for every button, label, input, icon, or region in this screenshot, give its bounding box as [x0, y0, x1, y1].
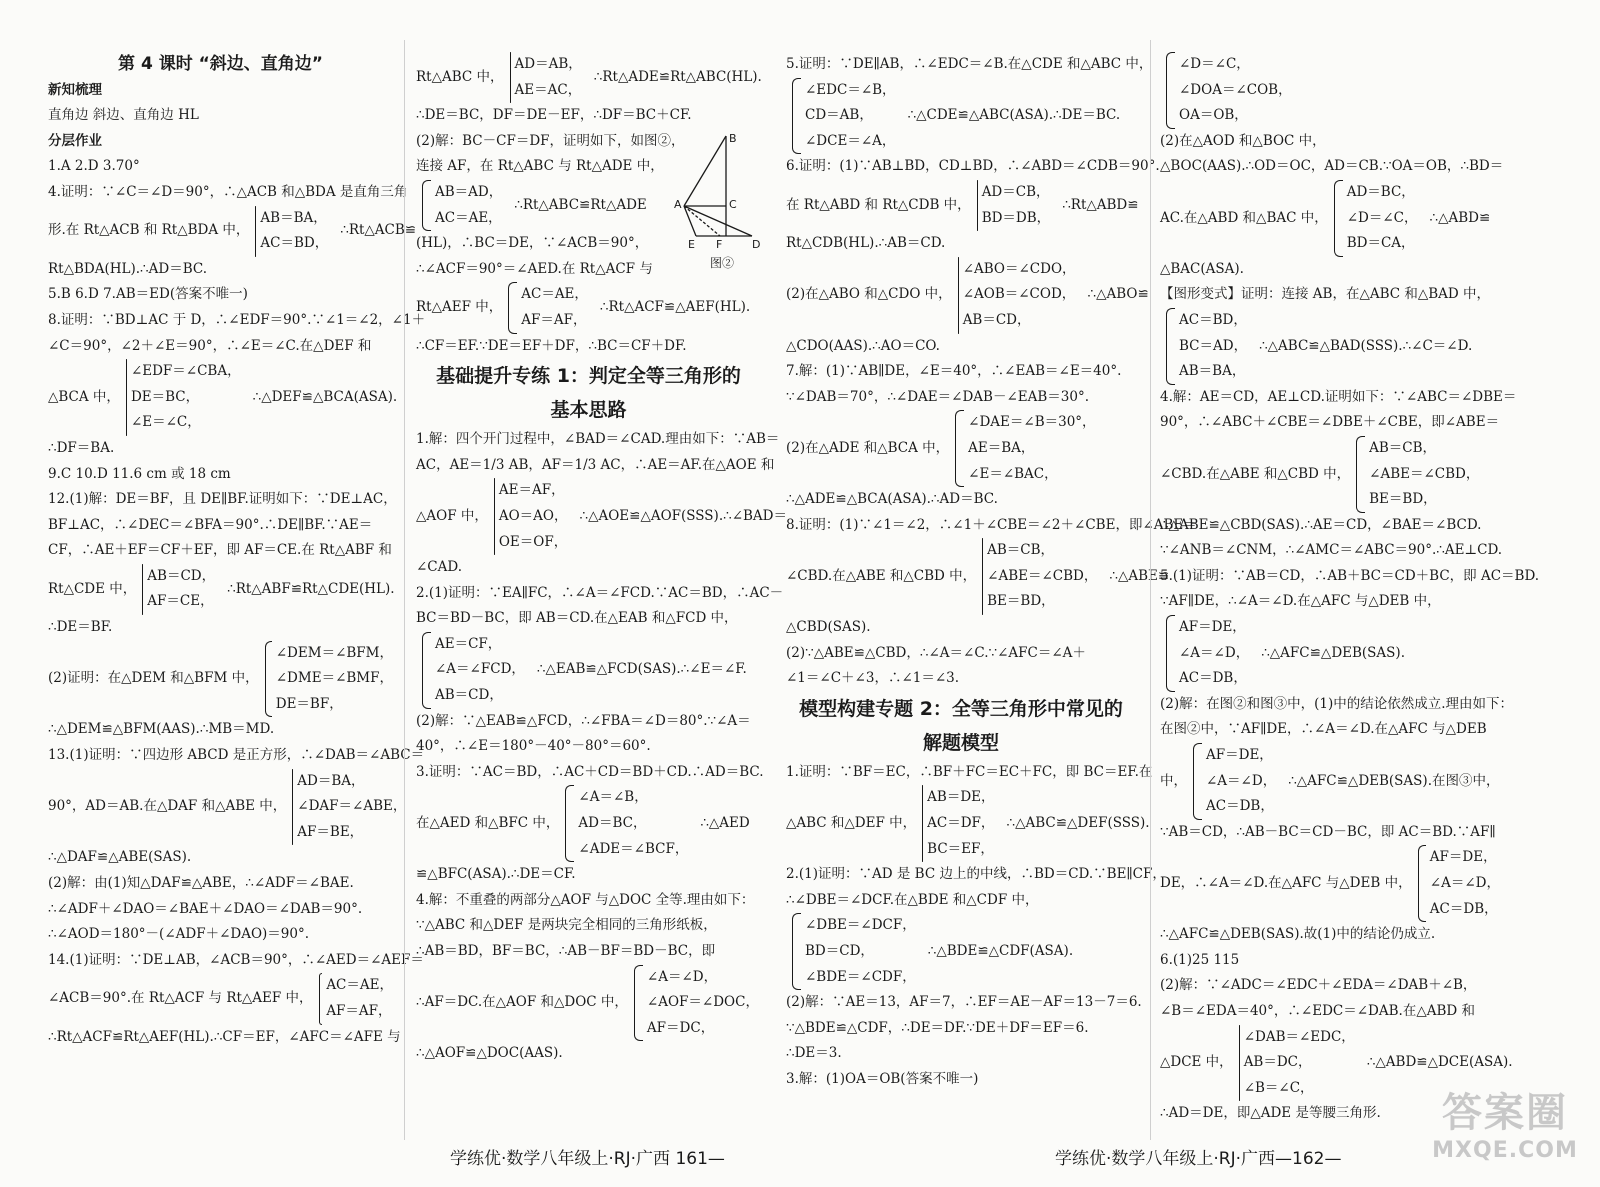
- system-condition: BC＝AD，: [1179, 337, 1248, 354]
- text-line: CF，∴AE＋EF＝CF＋EF，即 AF＝CE.在 Rt△ABF 和: [48, 542, 392, 559]
- system-conclusion: ∴△ABC≌△DEF(SSS).: [1006, 815, 1150, 832]
- system-conditions: [499, 478, 568, 555]
- equation-system: [48, 206, 417, 257]
- equation-system: [416, 478, 788, 555]
- system-conclusion: ∴△AFC≌△DEB(SAS).: [1261, 644, 1405, 661]
- text-line: ∠C＝90°，∠2＋∠E＝90°，∴∠E＝∠C.在△DEF 和: [48, 337, 372, 354]
- system-condition: BD＝DB，: [981, 209, 1051, 226]
- system-condition: AB＝AD，: [435, 183, 503, 200]
- system-condition: AC＝BD，: [1179, 311, 1247, 328]
- system-condition: AB＝DE，: [927, 789, 995, 806]
- fig-label-f: F: [716, 238, 723, 251]
- figure-caption: 图②: [710, 256, 735, 270]
- system-conditions: [927, 785, 994, 862]
- text-line: 连接 AF，在 Rt△ABC 与 Rt△ADE 中，: [416, 158, 664, 175]
- text-line: 4.解：AE＝CD，AE⊥CD.证明如下：∵∠ABC＝∠DBE＝: [1160, 388, 1517, 405]
- text-line: 13.(1)证明：∵四边形 ABCD 是正方形，∴∠DAB＝∠ABC＝: [48, 747, 425, 764]
- left-brace: [422, 632, 431, 709]
- text-line: ∴△AOF≌△DOC(AAS).: [416, 1045, 563, 1062]
- left-brace: [792, 78, 801, 155]
- system-conclusion: ∴Rt△ADE≌Rt△ABC(HL).: [593, 68, 762, 85]
- text-line: 1.证明：∵BF＝EC，∴BF＋FC＝EC＋FC，即 BC＝EF.在: [786, 763, 1153, 780]
- left-brace: [634, 965, 643, 1042]
- system-conditions: [326, 973, 393, 1024]
- subsection-label: 分层作业: [48, 132, 102, 149]
- system-condition: AB＝CD，: [435, 687, 503, 704]
- section-title: 基本思路: [550, 399, 627, 422]
- system-conclusion: ∴△BDE≌△CDF(ASA).: [927, 943, 1074, 959]
- text-line: ∴△DAF≌△ABE(SAS).: [48, 849, 192, 866]
- system-conditions: [987, 538, 1097, 615]
- footer-left: 学练优·数学八年级上·RJ·广西 161—: [450, 1149, 725, 1169]
- system-conditions: [260, 206, 328, 257]
- text-line: ∠1＝∠C＋∠3，∴∠1＝∠3.: [786, 670, 960, 687]
- equation-system: [786, 78, 1136, 155]
- system-lead-text: AC.在△ABD 和△BAC 中，: [1160, 209, 1328, 226]
- left-brace: [255, 206, 256, 257]
- left-brace: [142, 564, 143, 615]
- text-line: 40°，∴∠E＝180°－40°－80°＝60°.: [416, 738, 651, 755]
- system-conditions: [131, 359, 241, 436]
- text-line: ∵△ABC 和△DEF 是两块完全相同的三角形纸板，: [416, 917, 717, 934]
- system-lead-text: ∠CBD.在△ABE 和△CBD 中，: [786, 567, 977, 584]
- text-line: BC＝BD－BC，即 AB＝CD.在△EAB 和△FCD 中，: [416, 610, 738, 627]
- text-line: ∴DE＝BF.: [48, 619, 113, 636]
- left-brace: [494, 478, 495, 555]
- system-conditions: [805, 78, 896, 155]
- system-condition: AC＝DF，: [927, 815, 995, 832]
- text-line: (2)解：由(1)知△DAF≌△ABE，∴∠ADF＝∠BAE.: [48, 875, 354, 891]
- system-condition: BE＝BD，: [1369, 491, 1437, 508]
- left-brace: [977, 180, 978, 231]
- system-lead-text: 形.在 Rt△ACB 和 Rt△BDA 中，: [48, 222, 250, 239]
- system-conclusion: ∴Rt△ABF≌Rt△CDE(HL).: [227, 580, 395, 597]
- system-conditions: [1244, 1025, 1355, 1102]
- system-condition: BC＝EF，: [927, 840, 994, 857]
- system-condition: ∠DCE＝∠A，: [805, 132, 896, 149]
- text-line: 2.(1)证明：∵AD 是 BC 边上的中线，∴BD＝CD.∵BE∥CF，: [786, 866, 1166, 883]
- system-condition: AF＝DE，: [1206, 747, 1273, 764]
- system-condition: ∠DAF＝∠ABE，: [297, 798, 407, 815]
- system-conclusion: ∴Rt△ABD≌: [1062, 196, 1139, 213]
- text-line: △BOC(AAS).∴OD＝OC，AD＝CB.∵OA＝OB，∴BD＝: [1160, 158, 1504, 175]
- fig-label-e: E: [688, 238, 695, 251]
- system-condition: AD＝CB，: [981, 183, 1050, 200]
- text-line: ∴AD＝DE，即△ADE 是等腰三角形.: [1160, 1105, 1381, 1122]
- left-brace: [510, 52, 511, 103]
- text-line: 1.A 2.D 3.70°: [48, 158, 140, 175]
- system-lead-text: 90°，AD＝AB.在△DAF 和△ABE 中，: [48, 798, 287, 815]
- system-condition: AD＝BC，: [1346, 183, 1415, 200]
- left-brace: [1166, 615, 1175, 692]
- system-condition: AB＝CD，: [147, 567, 216, 584]
- system-condition: AF＝DE，: [1429, 849, 1497, 866]
- system-condition: AB＝CD，: [962, 311, 1031, 328]
- text-line: △CDO(AAS).∴AO＝CO.: [786, 337, 940, 354]
- text-line: 14.(1)证明：∵DE⊥AB，∠ACB＝90°，∴∠AED＝∠AEF＝: [48, 951, 424, 968]
- system-condition: AD＝BA，: [297, 772, 365, 789]
- fig-label-c: C: [729, 198, 737, 211]
- system-lead-text: △BCA 中，: [48, 388, 120, 405]
- left-brace: [958, 257, 959, 334]
- text-line: 8.证明：(1)∵∠1＝∠2，∴∠1＋∠CBE＝∠2＋∠CBE，即∠ABE＝: [786, 516, 1197, 533]
- system-condition: AB＝DC，: [1243, 1054, 1312, 1071]
- left-brace: [922, 785, 923, 862]
- text-line: ∠CAD.: [416, 559, 463, 576]
- system-condition: AB＝BA，: [1179, 363, 1246, 380]
- system-condition: AE＝AC，: [514, 81, 582, 98]
- system-condition: AB＝BA，: [260, 209, 327, 226]
- text-line: Rt△BDA(HL).∴AD＝BC.: [48, 260, 208, 277]
- equation-system: [1160, 615, 1500, 692]
- system-conditions: [1179, 308, 1247, 385]
- system-lead-text: (2)在△ABO 和△CDO 中，: [786, 286, 952, 303]
- section-title: 第 4 课时 “斜边、直角边”: [118, 54, 323, 74]
- system-lead-text: DE，∴∠A＝∠D.在△AFC 与△DEB 中，: [1160, 875, 1412, 891]
- system-condition: ∠DOA＝∠COB，: [1179, 81, 1292, 98]
- system-condition: AF＝AF，: [326, 1002, 392, 1019]
- text-line: 5.证明：∵DE∥AB，∴∠EDC＝∠B.在△CDE 和△ABC 中，: [786, 56, 1153, 72]
- system-conclusion: ∴△ABE≌: [1109, 567, 1170, 584]
- equation-system: [48, 641, 393, 718]
- text-line: ∵∠DAB＝70°，∴∠DAE＝∠DAB－∠EAB＝30°.: [786, 388, 1090, 405]
- text-line: 6.(1)25 115: [1160, 951, 1240, 968]
- text-line: (2)解：在图②和图③中，(1)中的结论依然成立.理由如下：: [1160, 695, 1514, 712]
- left-brace: [126, 359, 127, 436]
- system-condition: ∠ADE＝∠BCF，: [578, 840, 689, 857]
- system-conditions: [1179, 615, 1249, 692]
- system-condition: OE＝OF，: [498, 533, 568, 550]
- system-conditions: [297, 769, 406, 846]
- system-lead-text: △AOF 中，: [416, 507, 488, 524]
- system-condition: ∠EDC＝∠B，: [805, 81, 896, 98]
- text-line: Rt△CDB(HL).∴AB＝CD.: [786, 235, 946, 252]
- system-condition: ∠D＝∠C，: [1179, 56, 1250, 72]
- system-conclusion: ∴Rt△ACB≌: [340, 222, 417, 239]
- left-brace: [508, 282, 517, 333]
- system-lead-text: 中，: [1160, 772, 1187, 789]
- system-conditions: [578, 785, 688, 862]
- system-lead-text: (2)在△ADE 和△BCA 中，: [786, 439, 950, 456]
- system-conditions: [147, 564, 215, 615]
- equation-system: [786, 180, 1139, 231]
- text-line: ∴△DEM≌△BFM(AAS).∴MB＝MD.: [48, 721, 275, 738]
- text-line: 1.解：四个开门过程中，∠BAD＝∠CAD.理由如下：∵AB＝: [416, 431, 780, 448]
- text-line: ∴DE＝3.: [786, 1045, 842, 1062]
- system-condition: AC＝DB，: [1429, 900, 1498, 917]
- system-conditions: [435, 632, 525, 709]
- equation-system: [48, 359, 398, 436]
- system-condition: AE＝BA，: [968, 439, 1035, 456]
- text-line: 5.B 6.D 7.AB＝ED(答案不唯一): [48, 286, 248, 303]
- section-title: 模型构建专题 2：全等三角形中常见的: [799, 697, 1123, 720]
- text-line: ∴DE＝BC，DF＝DE－EF，∴DF＝BC＋CF.: [416, 107, 692, 124]
- system-lead-text: △ABC 和△DEF 中，: [786, 815, 917, 832]
- text-line: ∵AF∥DE，∴∠A＝∠D.在△AFC 与△DEB 中，: [1160, 593, 1441, 610]
- system-condition: AF＝DC，: [646, 1019, 715, 1036]
- system-condition: ∠E＝∠BAC，: [968, 465, 1058, 482]
- system-condition: DE＝BC，: [130, 388, 200, 405]
- system-condition: AE＝CF，: [435, 635, 502, 652]
- text-line: (2)在△AOD 和△BOC 中，: [1160, 132, 1326, 149]
- equation-system: [786, 410, 1136, 487]
- system-conditions: [968, 410, 1095, 487]
- system-condition: ∠ABE＝∠CBD，: [987, 567, 1098, 584]
- system-condition: ∠D＝∠C，: [1346, 209, 1418, 226]
- system-conclusion: ∴△CDE≌△ABC(ASA).∴DE＝BC.: [907, 107, 1121, 124]
- system-condition: AF＝BE，: [297, 823, 364, 840]
- system-condition: BD＝CD，: [805, 943, 874, 959]
- text-line: 6.证明：(1)∵AB⊥BD，CD⊥BD，∴∠ABD＝∠CDB＝90°.: [786, 158, 1160, 175]
- system-condition: ∠AOF＝∠DOC，: [646, 994, 759, 1011]
- left-brace: [1193, 743, 1202, 820]
- left-brace: [1334, 180, 1343, 257]
- system-condition: AC＝AE，: [435, 209, 502, 226]
- system-condition: AB＝CB，: [1369, 439, 1437, 456]
- text-line: 3.证明：∵AC＝BD，∴AC＋CD＝BD＋CD.∴AD＝BC.: [416, 763, 764, 780]
- system-conditions: [805, 913, 916, 990]
- system-condition: ∠E＝∠C，: [130, 414, 201, 431]
- system-condition: ∠ABO＝∠CDO，: [962, 260, 1076, 277]
- system-condition: AC＝AE，: [326, 977, 393, 994]
- system-conditions: [647, 965, 759, 1042]
- section-title: 基础提升专练 1：判定全等三角形的: [436, 365, 741, 388]
- system-conclusion: ∴Rt△ABC≌Rt△ADE: [514, 196, 647, 213]
- system-condition: ∠A＝∠B，: [578, 789, 648, 806]
- system-condition: ∠DAE＝∠B＝30°，: [968, 414, 1096, 431]
- system-conclusion: ∴△EAB≌△FCD(SAS).∴∠E＝∠F.: [536, 661, 747, 678]
- equation-system: [416, 632, 761, 709]
- text-line: 5.(1)证明：∵AB＝CD，∴AB＋BC＝CD＋BC，即 AC＝BD.: [1160, 567, 1540, 584]
- system-condition: AC＝DB，: [1179, 670, 1247, 687]
- system-condition: ∠DBE＝∠DCF，: [805, 917, 916, 934]
- left-brace: [1239, 1025, 1240, 1102]
- text-line: 在图②中，∵AF∥DE，∴∠A＝∠D.在△AFC 与△DEB: [1160, 721, 1487, 738]
- system-lead-text: 在△AED 和△BFC 中，: [416, 815, 560, 832]
- left-brace: [265, 641, 272, 718]
- geometry-figure-2: [672, 128, 768, 252]
- system-condition: AF＝AF，: [521, 311, 587, 328]
- text-line: 12.(1)解：DE＝BF，且 DE∥BF.证明如下：∵DE⊥AC，: [48, 491, 397, 508]
- text-line: (2)解：∵AE＝13，AF＝7，∴EF＝AE－AF＝13－7＝6.: [786, 994, 1142, 1011]
- system-conditions: [1179, 52, 1292, 129]
- text-line: 8.证明：∵BD⊥AC 于 D，∴∠EDF＝90°.∵∠1＝∠2，∠1＋: [48, 311, 426, 328]
- system-lead-text: Rt△AEF 中，: [416, 299, 503, 316]
- fig-label-d: D: [752, 238, 761, 251]
- equation-system: [1160, 52, 1500, 129]
- system-condition: ∠DME＝∠BMF，: [275, 670, 393, 687]
- left-brace: [1418, 845, 1426, 922]
- equation-system: [1160, 308, 1500, 385]
- system-condition: ∠ABE＝∠CBD，: [1369, 465, 1480, 482]
- text-line: △BAC(ASA).: [1160, 260, 1244, 277]
- system-condition: ∠A＝∠D，: [1206, 772, 1277, 789]
- equation-system: [786, 538, 1170, 615]
- text-line: ≌△BFC(ASA).∴DE＝CF.: [416, 866, 576, 883]
- subsection-label: 新知梳理: [48, 81, 102, 98]
- text-line: 90°，∴∠ABC＋∠CBE＝∠DBE＋∠CBE，即∠ABE＝: [1160, 414, 1500, 431]
- text-line: (2)解：BC－CF＝DF，证明如下，如图②，: [416, 132, 685, 149]
- system-condition: AD＝AB，: [514, 56, 582, 72]
- system-condition: ∠DAB＝∠EDC，: [1243, 1028, 1355, 1045]
- system-lead-text: 在 Rt△ABD 和 Rt△CDB 中，: [786, 196, 971, 213]
- text-line: ∴∠ADF＋∠DAO＝∠BAE＋∠DAO＝∠DAB＝90°.: [48, 900, 363, 917]
- system-condition: ∠EDF＝∠CBA，: [130, 363, 241, 380]
- system-conditions: [515, 52, 582, 103]
- system-condition: AE＝AF，: [498, 482, 565, 499]
- text-line: ∴DF＝BA.: [48, 439, 115, 456]
- system-condition: ∠A＝∠D，: [1179, 644, 1250, 661]
- system-lead-text: ∠ACB＝90°.在 Rt△ACF 与 Rt△AEF 中，: [48, 990, 313, 1007]
- system-conclusion: ∴△ABD≌: [1429, 209, 1491, 226]
- footer-right: 学练优·数学八年级上·RJ·广西—162—: [1055, 1149, 1342, 1169]
- equation-system: [1160, 845, 1500, 922]
- text-line: 直角边 斜边、直角边 HL: [48, 107, 199, 124]
- text-line: (2)解：∵△EAB≌△FCD，∴∠FBA＝∠D＝80°.∵∠A＝: [416, 712, 751, 729]
- text-line: ∴∠DBE＝∠DCF.在△BDE 和△CDF 中，: [786, 891, 1039, 908]
- system-condition: ∠DEM＝∠BFM，: [275, 644, 393, 661]
- system-conclusion: ∴△ABC≌△BAD(SSS).∴∠C＝∠D.: [1259, 337, 1473, 354]
- system-lead-text: Rt△ABC 中，: [416, 68, 504, 85]
- equation-system: [1160, 436, 1500, 513]
- system-conditions: [1347, 180, 1418, 257]
- system-conditions: [963, 257, 1076, 334]
- system-conditions: [276, 641, 393, 718]
- system-conclusion: ∴△AOE≌△AOF(SSS).∴∠BAD＝: [579, 507, 788, 524]
- text-line: 4.解：不重叠的两部分△AOF 与△DOC 全等.理由如下：: [416, 891, 755, 908]
- left-brace: [422, 180, 431, 231]
- equation-system: [786, 913, 1136, 990]
- system-condition: BE＝BD，: [987, 593, 1055, 610]
- equation-system: [786, 785, 1150, 862]
- equation-system: [786, 257, 1149, 334]
- system-condition: BD＝CA，: [1346, 235, 1415, 252]
- text-line: (HL)，∴BC＝DE，∵∠ACB＝90°，: [416, 235, 649, 252]
- system-conclusion: ∴△AED: [700, 815, 750, 832]
- text-line: ∵∠ANB＝∠CNM，∴∠AMC＝∠ABC＝90°.∴AE⊥CD.: [1160, 542, 1503, 559]
- text-line: 【图形变式】证明：连接 AB，在△ABC 和△BAD 中，: [1160, 286, 1491, 303]
- column-divider: [404, 40, 405, 1140]
- system-condition: ∠A＝∠D，: [646, 968, 718, 985]
- equation-system: [1160, 180, 1500, 257]
- system-conditions: [521, 282, 588, 333]
- system-condition: AF＝DE，: [1179, 619, 1246, 636]
- watermark-logo: 答案圈 MXQE.COM: [1432, 1090, 1578, 1163]
- left-brace: [982, 538, 983, 615]
- equation-system: [416, 282, 761, 333]
- system-conditions: [1369, 436, 1479, 513]
- system-conditions: [435, 180, 502, 231]
- text-line: ∴△ADE≌△BCA(ASA).∴AD＝BC.: [786, 491, 998, 508]
- text-line: ∵△BDE≌△CDF，∴DE＝DF.∵DE＋DF＝EF＝6.: [786, 1019, 1089, 1036]
- equation-system: [416, 965, 761, 1042]
- equation-system: [416, 52, 761, 103]
- left-brace: [292, 769, 293, 846]
- system-conclusion: ∴△ABO≌: [1087, 286, 1149, 303]
- left-brace: [1356, 436, 1365, 513]
- text-line: △CBD(SAS).: [786, 619, 871, 636]
- text-line: 7.解：(1)∵AB∥DE，∠E＝40°，∴∠EAB＝∠E＝40°.: [786, 363, 1122, 380]
- text-line: (2)解：∵∠ADC＝∠EDC＋∠EDA＝∠DAB＋∠B，: [1160, 977, 1477, 994]
- system-conclusion: ∴△ABD≌△DCE(ASA).: [1366, 1054, 1513, 1071]
- text-line: ∴Rt△ACF≌Rt△AEF(HL).∴CF＝EF，∠AFC＝∠AFE 与: [48, 1028, 401, 1045]
- left-brace: [792, 913, 801, 990]
- system-lead-text: △DCE 中，: [1160, 1054, 1233, 1071]
- column-divider: [1150, 40, 1151, 1140]
- equation-system: [48, 973, 393, 1024]
- text-line: 3.解：(1)OA＝OB(答案不唯一): [786, 1070, 979, 1087]
- text-line: ∠B＝∠EDA＝40°，∴∠EDC＝∠DAB.在△ABD 和: [1160, 1002, 1475, 1019]
- text-line: AC，AE＝1/3 AB，AF＝1/3 AC，∴AE＝AF.在△AOE 和: [416, 456, 775, 473]
- system-conditions: [982, 180, 1051, 231]
- left-brace: [1166, 308, 1175, 385]
- system-lead-text: (2)证明：在△DEM 和△BFM 中，: [48, 670, 259, 687]
- system-lead-text: Rt△CDE 中，: [48, 580, 137, 597]
- system-conditions: [1206, 743, 1276, 820]
- text-line: ∴AB＝BD，BF＝BC，∴AB－BF＝BD－BC，即: [416, 943, 716, 959]
- system-condition: OA＝OB，: [1179, 107, 1248, 124]
- system-conclusion: ∴△DEF≌△BCA(ASA).: [252, 388, 398, 405]
- text-line: ∴△AFC≌△DEB(SAS).故(1)中的结论仍成立.: [1160, 926, 1436, 943]
- system-condition: ∠BDE＝∠CDF，: [805, 968, 916, 985]
- system-condition: DE＝BF，: [275, 695, 343, 712]
- system-conclusion: ∴△AFC≌△DEB(SAS).在图③中，: [1288, 772, 1500, 789]
- right-page: [786, 0, 1600, 1187]
- left-brace: [565, 785, 574, 862]
- system-lead-text: ∴AF＝DC.在△AOF 和△DOC 中，: [416, 994, 628, 1011]
- system-lead-text: ∠CBD.在△ABE 和△CBD 中，: [1160, 465, 1351, 482]
- system-condition: ∠A＝∠D，: [1429, 875, 1500, 891]
- left-column-1: [48, 52, 426, 1137]
- left-brace: [955, 410, 964, 487]
- equation-system: [48, 769, 407, 846]
- text-line: BF⊥AC，∴∠DEC＝∠BFA＝90°.∴DE∥BF.∵AE＝: [48, 516, 373, 533]
- right-column-2: [1160, 52, 1540, 1137]
- text-line: 4.证明：∵∠C＝∠D＝90°，∴△ACB 和△BDA 是直角三角: [48, 183, 408, 200]
- text-line: 2.(1)证明：∵EA∥FC，∴∠A＝∠FCD.∵AC＝BD，∴AC－: [416, 584, 784, 601]
- text-line: (2)∵△ABE≌△CBD，∴∠A＝∠C.∵∠AFC＝∠A＋: [786, 644, 1086, 661]
- left-brace: [1166, 52, 1175, 129]
- text-line: ∴∠ACF＝90°＝∠AED.在 Rt△ACF 与: [416, 260, 653, 277]
- text-line: ∵AB＝CD，∴AB－BC＝CD－BC，即 AC＝BD.∵AF∥: [1160, 823, 1496, 840]
- system-condition: ∠AOB＝∠COD，: [962, 286, 1076, 303]
- text-line: ∴∠AOD＝180°－(∠ADF＋∠DAO)＝90°.: [48, 926, 310, 943]
- system-condition: AC＝BD，: [260, 235, 329, 252]
- system-conditions: [1430, 845, 1500, 922]
- system-conclusion: ∴Rt△ACF≌△AEF(HL).: [599, 299, 751, 316]
- fig-label-b: B: [729, 132, 737, 145]
- system-condition: ∠B＝∠C，: [1243, 1079, 1314, 1096]
- equation-system: [1160, 743, 1500, 820]
- system-condition: AB＝CB，: [987, 542, 1055, 559]
- equation-system: [416, 785, 761, 862]
- system-condition: CD＝AB，: [805, 107, 873, 124]
- system-condition: AC＝DB，: [1206, 798, 1274, 815]
- equation-system: [48, 564, 393, 615]
- left-brace: [319, 973, 323, 1024]
- system-condition: AF＝CE，: [147, 593, 214, 610]
- text-line: 9.C 10.D 11.6 cm 或 18 cm: [48, 465, 231, 482]
- text-line: ∴△ABE≌△CBD(SAS).∴AE＝CD，∠BAE＝∠BCD.: [1160, 516, 1482, 533]
- system-condition: ∠A＝∠FCD，: [435, 661, 525, 678]
- text-line: ∴CF＝EF.∵DE＝EF＋DF，∴BC＝CF＋DF.: [416, 337, 687, 354]
- system-condition: AO＝AO，: [498, 507, 568, 524]
- system-condition: AD＝BC，: [578, 815, 647, 832]
- section-title: 解题模型: [922, 731, 999, 754]
- system-condition: AC＝AE，: [521, 286, 588, 303]
- fig-label-a: A: [674, 198, 682, 211]
